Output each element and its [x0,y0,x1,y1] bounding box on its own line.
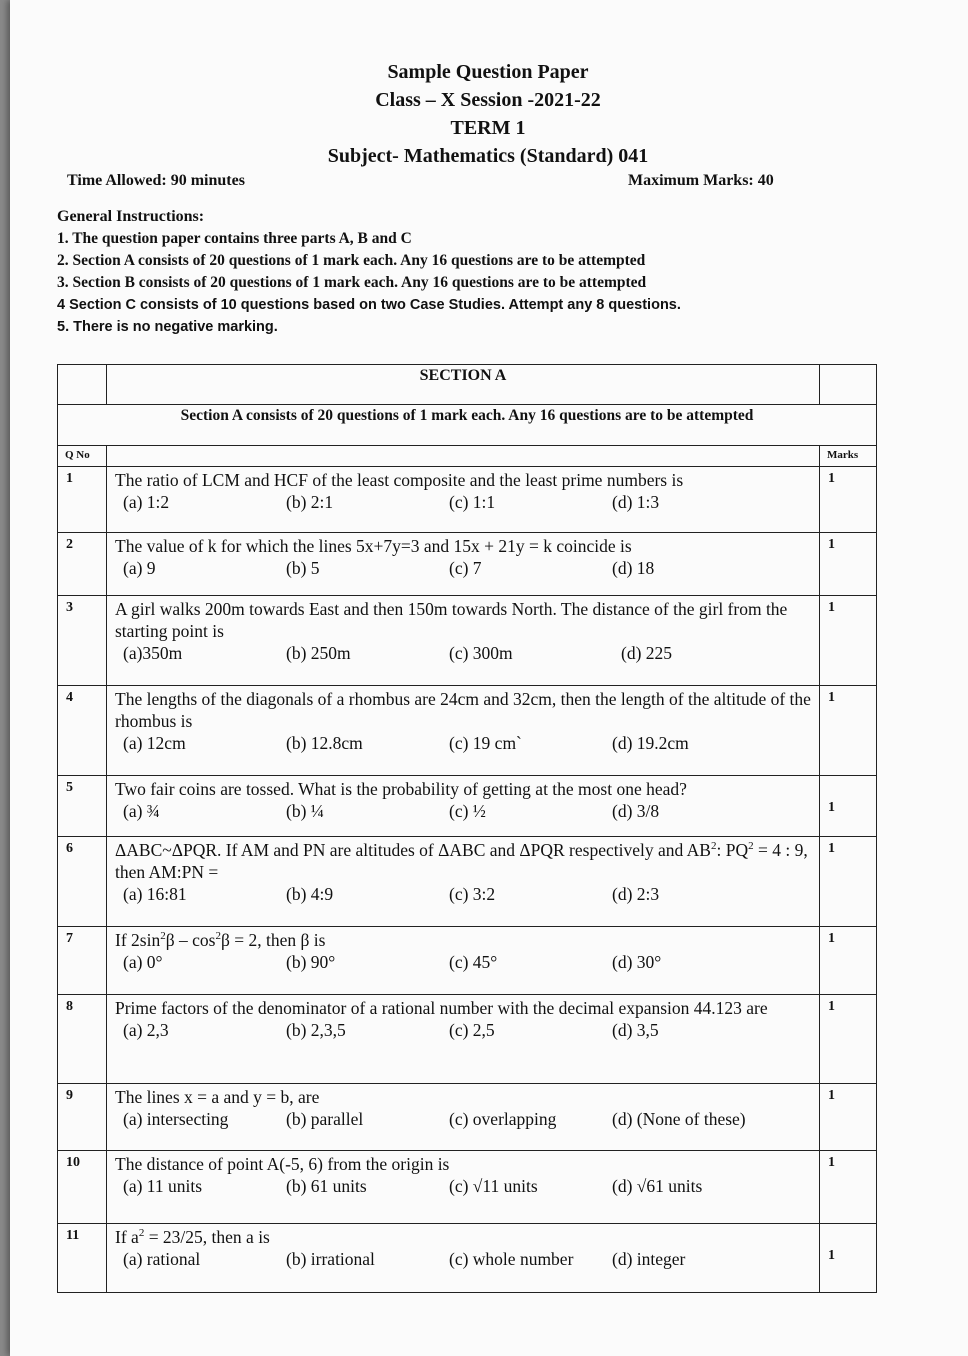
question-number: 9 [58,1084,107,1151]
question-row [58,467,877,533]
question-text: The distance of point A(-5, 6) from the origin is [115,1154,450,1174]
options [115,1175,815,1198]
option-c: (c) 3:2 [449,884,496,904]
question-text: The lengths of the diagonals of a rhombus are 24cm and 32cm, then the length of the altitude of the rhombus is [115,689,811,731]
subject: Subject- Mathematics (Standard) 041 [327,145,649,167]
column-header-row [58,446,877,467]
options [115,883,815,906]
option-b: (b) 5 [286,558,320,578]
question-body [107,596,820,686]
time-allowed: Time Allowed: 90 minutes [67,172,245,189]
option-b: (b) irrational [286,1249,375,1269]
option-b: (b) 4:9 [286,884,334,904]
question-row [58,995,877,1084]
question-number: 1 [58,467,107,533]
option-c: (c) 1:1 [449,492,496,512]
option-b: (b) 12.8cm [286,733,363,753]
question-marks: 1 [820,596,877,686]
option-c: (c) 2,5 [449,1020,495,1040]
question-body [107,927,820,995]
options [115,1108,815,1131]
options [115,557,815,580]
question-body [107,1084,820,1151]
option-b: (b) parallel [286,1109,364,1129]
question-number: 10 [58,1151,107,1224]
options [115,1248,815,1271]
question-row [58,1084,877,1151]
instructions-title: General Instructions: [57,208,205,225]
instruction-item: 4 Section C consists of 10 questions based on two Case Studies. Attempt any 8 questions. [57,297,681,313]
maximum-marks: Maximum Marks: 40 [628,172,774,189]
option-a: (a)350m [123,643,183,663]
option-a: (a) intersecting [123,1109,229,1129]
general-instructions [57,206,681,338]
question-row [58,776,877,837]
question-text: ΔABC~ΔPQR. If AM and PN are altitudes of ΔABC and ΔPQR respectively and $AB^2$: $PQ^2 = 4$ : 9, then AM:PN = [115,840,808,882]
option-d: (d) √61 units [612,1176,703,1196]
option-a: (a) 9 [123,558,156,578]
paper-title: Sample Question Paper [387,61,589,83]
question-text: The value of k for which the lines 5x+7y=3 and 15x + 21y = k coincide is [115,536,632,556]
question-body [107,533,820,596]
option-b: (b) 90° [286,952,336,972]
question-marks: 1 [820,1224,877,1293]
options [115,800,815,823]
question-number: 3 [58,596,107,686]
question-number: 8 [58,995,107,1084]
question-number: 4 [58,686,107,776]
question-marks: 1 [820,686,877,776]
options [115,642,815,665]
question-number: 7 [58,927,107,995]
option-d: (d) 225 [621,643,673,663]
option-c: (c) whole number [449,1249,574,1269]
class-session: Class – X Session -2021-22 [375,89,601,111]
option-c: (c) 300m [449,643,513,663]
question-body [107,1151,820,1224]
question-number: 2 [58,533,107,596]
question-body [107,1224,820,1293]
option-c: (c) 19 cm` [449,733,522,753]
question-row [58,1224,877,1293]
question-text: The ratio of LCM and HCF of the least composite and the least prime numbers is [115,470,684,490]
question-body [107,776,820,837]
question-row [58,837,877,927]
question-body [107,467,820,533]
option-d: (d) (None of these) [612,1109,746,1129]
options [115,951,815,974]
option-a: (a) 0° [123,952,163,972]
question-row [58,596,877,686]
option-b: (b) 250m [286,643,351,663]
instruction-item: 2. Section A consists of 20 questions of 1 mark each. Any 16 questions are to be attempted [57,252,646,269]
option-b: (b) 2,3,5 [286,1020,346,1040]
option-d: (d) integer [612,1249,686,1269]
question-row [58,1151,877,1224]
question-marks: 1 [820,776,877,837]
option-b: (b) 61 units [286,1176,367,1196]
question-marks: 1 [820,467,877,533]
option-c: (c) √11 units [449,1176,538,1196]
section-title-row [58,365,877,405]
option-d: (d) 19.2cm [612,733,689,753]
option-a: (a) 2,3 [123,1020,169,1040]
option-a: (a) ¾ [123,801,160,821]
question-body [107,686,820,776]
option-c: (c) overlapping [449,1109,557,1129]
question-marks: 1 [820,1151,877,1224]
options [115,732,815,755]
section-title: SECTION A [107,365,820,405]
question-marks: 1 [820,995,877,1084]
question-text: Prime factors of the denominator of a rational number with the decimal expansion 44.123 are [115,998,768,1018]
option-a: (a) rational [123,1249,201,1269]
instruction-item: 3. Section B consists of 20 questions of 1 mark each. Any 16 questions are to be attempted [57,274,647,291]
option-d: (d) 3,5 [612,1020,659,1040]
term: TERM 1 [450,117,526,139]
option-b: (b) ¼ [286,801,324,821]
options [115,1019,815,1042]
question-text: Two fair coins are tossed. What is the probability of getting at the most one head? [115,779,687,799]
question-row [58,533,877,596]
instruction-item: 5. There is no negative marking. [57,319,278,335]
options [115,491,815,514]
question-number: 5 [58,776,107,837]
option-c: (c) ½ [449,801,486,821]
question-table [57,364,877,1293]
option-a: (a) 16:81 [123,884,187,904]
question-marks: 1 [820,1084,877,1151]
option-d: (d) 2:3 [612,884,660,904]
option-a: (a) 11 units [123,1176,203,1196]
paper-header [0,58,968,170]
section-note-row [58,405,877,446]
question-body [107,837,820,927]
question-row [58,927,877,995]
option-d: (d) 3/8 [612,801,660,821]
question-marks: 1 [820,533,877,596]
question-marks: 1 [820,927,877,995]
question-row [58,686,877,776]
question-marks: 1 [820,837,877,927]
option-a: (a) 12cm [123,733,186,753]
option-a: (a) 1:2 [123,492,170,512]
option-c: (c) 45° [449,952,498,972]
option-d: (d) 18 [612,558,655,578]
option-d: (d) 30° [612,952,662,972]
question-text: If $a^2 = 23/25$, then a is [115,1227,270,1247]
option-c: (c) 7 [449,558,482,578]
instruction-item: 1. The question paper contains three parts A, B and C [57,230,412,247]
question-text: A girl walks 200m towards East and then 150m towards North. The distance of the girl from the starting point is [115,599,788,641]
question-body [107,995,820,1084]
question-number: 11 [58,1224,107,1293]
question-text: The lines x = a and y = b, are [115,1087,320,1107]
section-note: Section A consists of 20 questions of 1 mark each. Any 16 questions are to be attempted [58,405,877,446]
option-d: (d) 1:3 [612,492,660,512]
option-b: (b) 2:1 [286,492,334,512]
marks-header: Marks [820,446,877,467]
qno-header: Q No [58,446,107,467]
question-text: If $2\sin^2\beta - \cos^2\beta = 2$, then β is [115,930,326,950]
question-number: 6 [58,837,107,927]
